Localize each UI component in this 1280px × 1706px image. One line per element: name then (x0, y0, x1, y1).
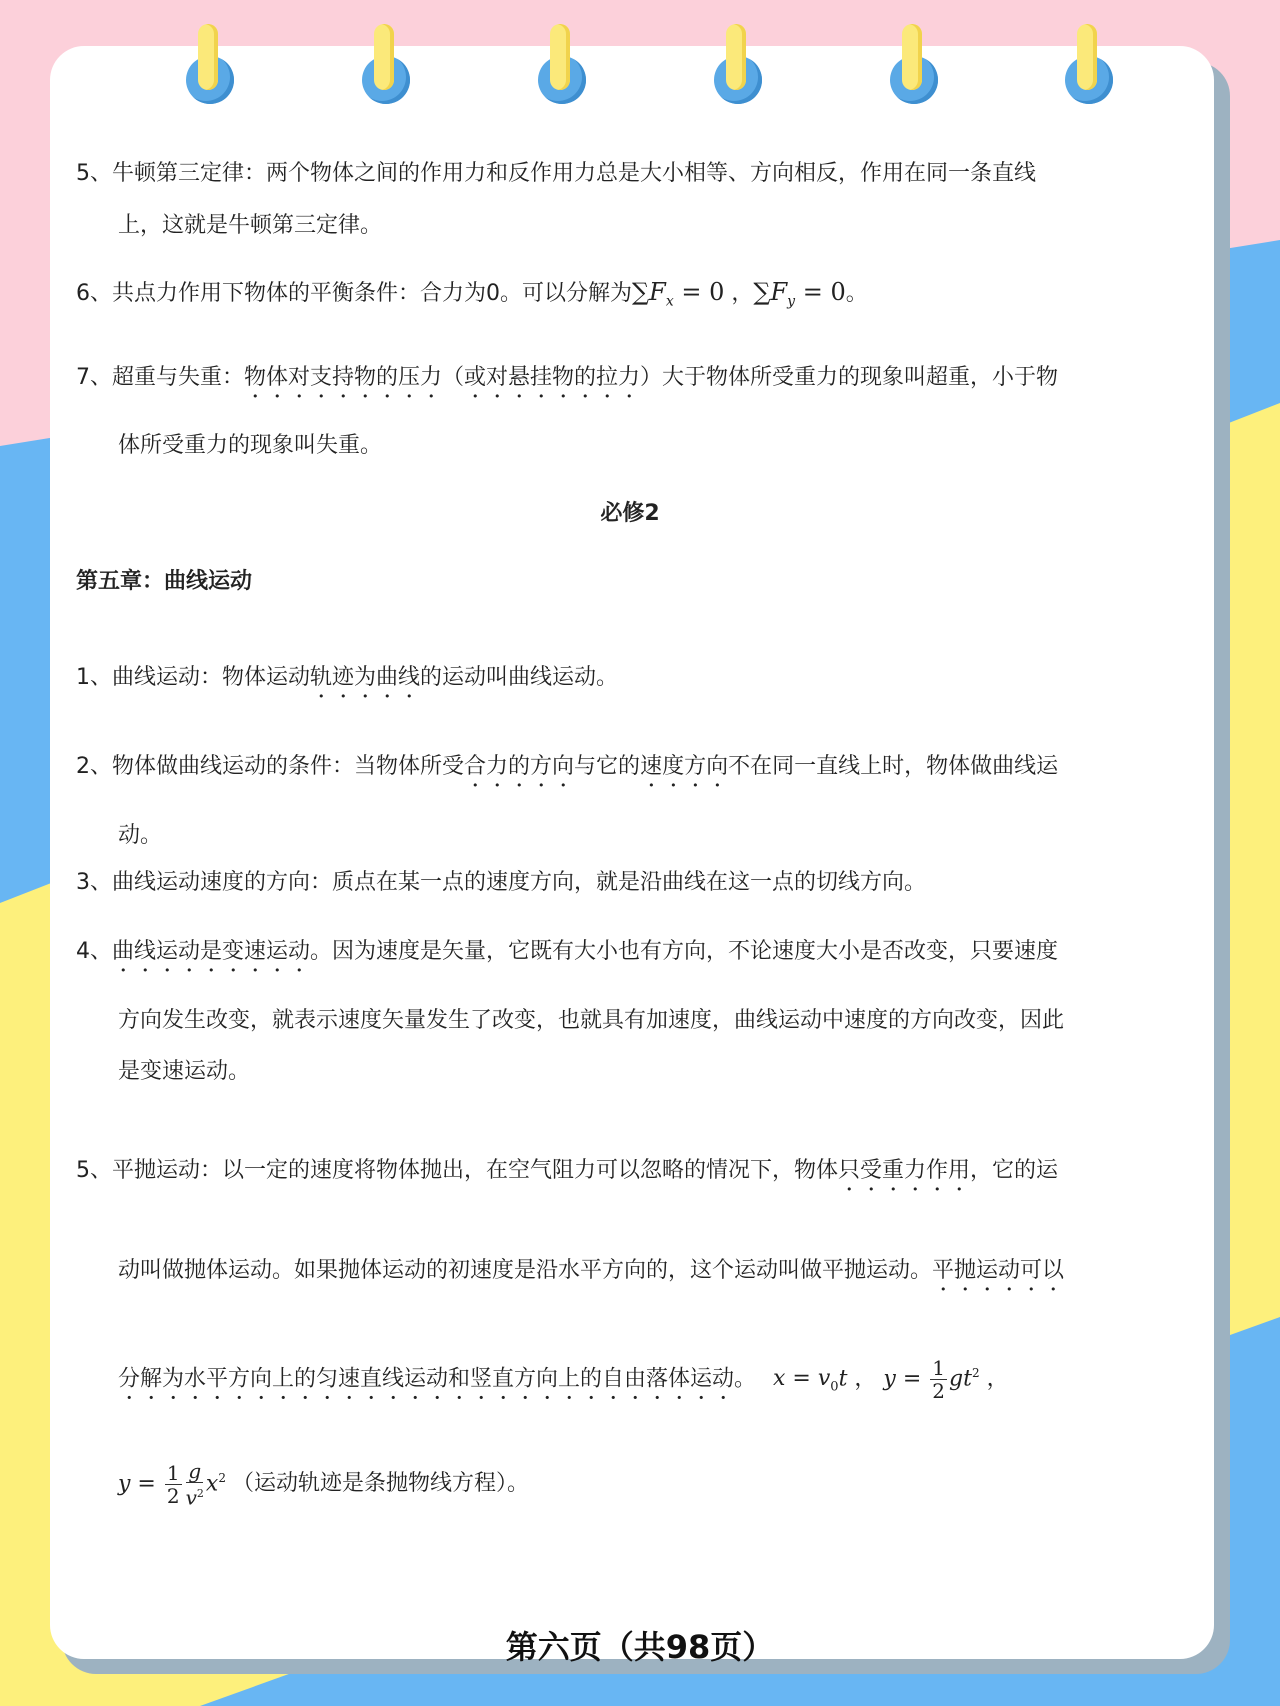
section-title: 必修2 (600, 501, 660, 526)
item-overweight: 7、超重与失重：物体对支持物的压力（或对悬挂物的拉力）大于物体所受重力的现象叫超重，小于物 (76, 365, 1059, 390)
item-overweight-cont: 体所受重力的现象叫失重。 (118, 433, 383, 458)
item-curvilinear-motion: 1、曲线运动：物体运动轨迹为曲线的运动叫曲线运动。 (76, 665, 619, 690)
binder-ring-icon (1063, 24, 1115, 104)
fraction: $\frac{g}{v^2}$ (185, 1459, 204, 1510)
item-curve-condition: 2、物体做曲线运动的条件：当物体所受合力的方向与它的速度方向不在同一直线上时，物体做曲线运 (76, 754, 1059, 779)
fraction: $\frac{1}{2}$ (166, 1460, 180, 1508)
chapter-title: 第五章：曲线运动 (76, 569, 253, 594)
binder-ring-icon (536, 24, 588, 104)
item-equilibrium: 6、共点力作用下物体的平衡条件：合力为0。可以分解为$\sum F_x = 0$ ，$\sum F_y = 0$。 (76, 278, 868, 310)
item-projectile-line3: 分解为水平方向上的匀速直线运动和竖直方向上的自由落体运动。 $x = v_0t$ ， y = $\frac{1}{2}$ $gt^2$ ， (118, 1355, 1009, 1403)
item-newton-third-law: 5、牛顿第三定律：两个物体之间的作用力和反作用力总是大小相等、方向相反，作用在同一条直线 (76, 161, 1037, 186)
item-newton-third-law-cont: 上，这就是牛顿第三定律。 (118, 213, 383, 238)
item-projectile-trajectory: y = $\frac{1}{2}$ $\frac{g}{v^2}$ $x^2$ （运动轨迹是条抛物线方程）。 (118, 1459, 529, 1510)
fraction: $\frac{1}{2}$ (932, 1355, 946, 1403)
binder-ring-icon (712, 24, 764, 104)
item-curve-condition-cont: 动。 (118, 823, 163, 848)
item-variable-speed-cont: 方向发生改变，就表示速度矢量发生了改变，也就具有加速度，曲线运动中速度的方向改变，因此 (118, 1008, 1065, 1033)
page-number-footer: 第六页（共98页） (505, 1628, 775, 1666)
item-projectile-line2: 动叫做抛体运动。如果抛体运动的初速度是沿水平方向的，这个运动叫做平抛运动。平抛运动可以 (118, 1258, 1065, 1283)
binder-ring-icon (184, 24, 236, 104)
item-projectile: 5、平抛运动：以一定的速度将物体抛出，在空气阻力可以忽略的情况下，物体只受重力作用，它的运 (76, 1158, 1059, 1183)
item-variable-speed: 4、曲线运动是变速运动。因为速度是矢量，它既有大小也有方向，不论速度大小是否改变，只要速度 (76, 939, 1059, 964)
item-velocity-direction: 3、曲线运动速度的方向：质点在某一点的速度方向，就是沿曲线在这一点的切线方向。 (76, 870, 927, 895)
binder-ring-icon (888, 24, 940, 104)
binder-ring-icon (360, 24, 412, 104)
item-variable-speed-cont2: 是变速运动。 (118, 1059, 251, 1084)
